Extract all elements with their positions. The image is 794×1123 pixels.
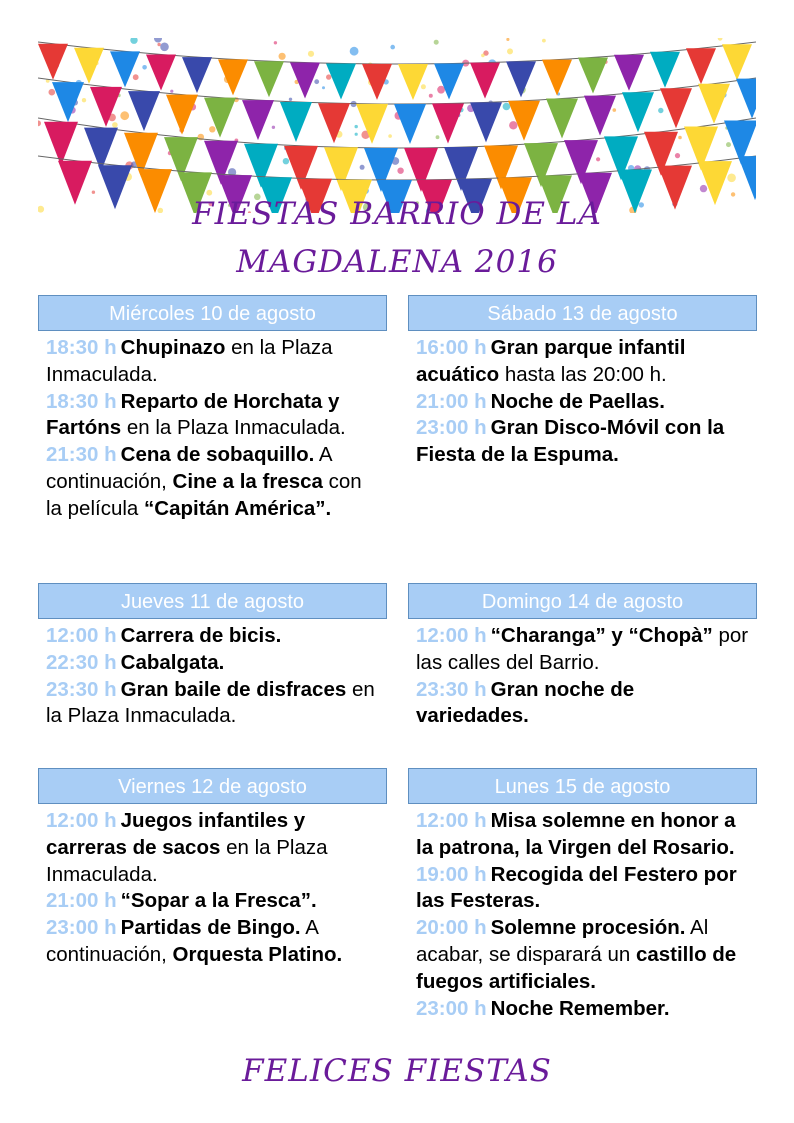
day-block-jueves xyxy=(38,583,387,730)
confetti-dot xyxy=(397,168,403,174)
event-item xyxy=(416,623,751,677)
event-item xyxy=(46,623,381,650)
day-header: Miércoles 10 de agosto xyxy=(38,295,387,331)
event-highlight: Juegos infantiles y carreras de sacos xyxy=(46,809,306,859)
event-item xyxy=(46,808,381,888)
bunting-flag xyxy=(738,156,756,200)
event-item xyxy=(46,442,381,522)
event-item xyxy=(46,888,381,915)
confetti-dot xyxy=(434,40,439,45)
confetti-dot xyxy=(658,108,663,113)
event-text: con la película xyxy=(46,469,362,520)
confetti-dot xyxy=(718,38,723,41)
event-item xyxy=(46,915,381,969)
event-list xyxy=(408,619,757,730)
event-time: 16:00 h xyxy=(416,336,487,359)
event-item xyxy=(46,677,381,731)
event-item xyxy=(416,335,751,389)
bunting-flag xyxy=(686,48,716,84)
confetti-dot xyxy=(481,54,485,58)
confetti-dot xyxy=(350,47,359,56)
day-header: Lunes 15 de agosto xyxy=(408,768,757,804)
day-block-viernes xyxy=(38,768,387,969)
event-highlight: Cabalgata. xyxy=(120,650,225,674)
bunting-flag xyxy=(128,91,160,131)
page-title-line-1: FIESTAS BARRIO DE LA xyxy=(192,196,602,232)
bunting-flag xyxy=(542,60,572,96)
event-item xyxy=(416,862,751,916)
confetti-dot xyxy=(160,43,169,52)
event-item xyxy=(46,650,381,677)
confetti-dot xyxy=(209,126,215,132)
event-time: 12:00 h xyxy=(46,624,117,647)
confetti-dot xyxy=(506,38,509,41)
event-highlight: Orquesta Platino. xyxy=(172,942,343,966)
confetti-dot xyxy=(509,121,517,129)
bunting-flag xyxy=(166,95,198,135)
confetti-dot xyxy=(170,90,173,93)
event-text: A continuación, xyxy=(46,916,318,966)
event-time: 23:30 h xyxy=(416,677,487,701)
confetti-dot xyxy=(421,84,426,89)
confetti-dot xyxy=(49,89,56,96)
confetti-dot xyxy=(274,41,277,44)
day-block-lunes xyxy=(408,768,757,1022)
event-highlight: Gran noche de variedades. xyxy=(416,677,635,728)
event-highlight: Recogida del Festero por las Festeras. xyxy=(416,862,737,913)
event-time: 23:00 h xyxy=(416,996,487,1020)
confetti-dot xyxy=(283,158,289,164)
event-time: 18:30 h xyxy=(46,389,117,413)
event-text: Al acabar, se disparará un xyxy=(416,916,709,966)
event-item xyxy=(416,389,751,416)
bunting-flag xyxy=(110,51,140,87)
confetti-dot xyxy=(157,43,160,46)
event-highlight: Cine a la fresca xyxy=(172,469,323,493)
confetti-dot xyxy=(542,39,546,43)
event-time: 19:00 h xyxy=(416,862,487,886)
confetti-dot xyxy=(142,65,147,70)
confetti-dot xyxy=(388,134,392,138)
event-item xyxy=(416,808,751,862)
confetti-dot xyxy=(289,98,292,101)
event-time: 20:00 h xyxy=(416,916,487,940)
event-text: en la Plaza Inmaculada. xyxy=(46,677,375,728)
event-highlight: Chupinazo xyxy=(120,336,226,359)
event-list xyxy=(38,619,387,730)
event-text: en la Plaza Inmaculada. xyxy=(46,835,328,886)
bunting-flag xyxy=(650,52,680,88)
page-title-line-2: MAGDALENA 2016 xyxy=(236,244,558,280)
confetti-dot xyxy=(355,133,358,136)
bunting-flag xyxy=(508,101,540,141)
confetti-dot xyxy=(130,38,137,44)
event-time: 12:00 h xyxy=(46,809,117,832)
bunting-flag xyxy=(318,103,350,143)
bunting-flags-illustration xyxy=(38,38,756,213)
confetti-dot xyxy=(308,51,314,57)
bunting-flag xyxy=(698,84,730,124)
event-time: 23:30 h xyxy=(46,677,117,701)
confetti-dot xyxy=(360,165,365,170)
day-header: Jueves 11 de agosto xyxy=(38,583,387,619)
event-item xyxy=(416,415,751,469)
event-highlight: “Sopar a la Fresca”. xyxy=(120,889,317,913)
day-header: Domingo 14 de agosto xyxy=(408,583,757,619)
event-time: 23:00 h xyxy=(416,416,487,440)
event-highlight: Noche de Paellas. xyxy=(490,389,665,413)
event-item xyxy=(416,915,751,995)
bunting-flag xyxy=(38,44,68,80)
event-text: hasta las 20:00 h. xyxy=(499,362,667,386)
confetti-dot xyxy=(436,135,440,139)
confetti-dot xyxy=(322,86,325,89)
confetti-dot xyxy=(272,126,275,129)
confetti-dot xyxy=(314,79,319,84)
event-time: 12:00 h xyxy=(416,809,487,832)
confetti-dot xyxy=(675,153,680,158)
bunting-flag xyxy=(584,96,616,136)
bunting-flag xyxy=(660,88,692,128)
confetti-dot xyxy=(726,142,731,147)
bunting-flag xyxy=(470,63,500,99)
bunting-flag xyxy=(398,64,428,100)
bunting-flag xyxy=(90,87,122,127)
event-text: en la Plaza Inmaculada. xyxy=(121,416,346,440)
event-highlight: castillo de fuegos artificiales. xyxy=(416,942,737,993)
confetti-dot xyxy=(390,45,395,50)
confetti-dot xyxy=(355,125,358,128)
event-highlight: Solemne procesión. xyxy=(490,916,686,940)
event-highlight: Partidas de Bingo. xyxy=(120,916,301,940)
footer-greeting: FELICES FIESTAS xyxy=(242,1053,552,1089)
bunting-flag xyxy=(326,63,356,99)
confetti-dot xyxy=(279,53,286,60)
bunting-flag xyxy=(394,104,426,144)
event-highlight: Gran parque infantil acuático xyxy=(416,336,686,386)
event-highlight: Cena de sobaquillo. xyxy=(120,443,315,467)
confetti-dot xyxy=(429,94,433,98)
event-list xyxy=(408,331,757,469)
bunting-flag xyxy=(470,102,502,142)
event-highlight: “Capitán América”. xyxy=(144,496,332,520)
bunting-flag xyxy=(622,92,654,132)
bunting-banner-image xyxy=(38,38,756,213)
day-block-miercoles xyxy=(38,295,387,523)
confetti-dot xyxy=(613,108,617,112)
confetti-dot xyxy=(120,111,129,120)
bunting-flag xyxy=(614,55,644,91)
bunting-flag xyxy=(52,82,84,122)
bunting-flag xyxy=(204,98,236,138)
event-time: 21:00 h xyxy=(46,889,117,913)
event-list xyxy=(408,804,757,1022)
event-highlight: Carrera de bicis. xyxy=(120,624,282,647)
event-highlight: Reparto de Horchata y Fartóns xyxy=(46,389,340,440)
bunting-flag xyxy=(434,64,464,100)
confetti-dot xyxy=(82,98,86,102)
event-text: A continuación, xyxy=(46,443,332,493)
confetti-dot xyxy=(38,120,41,126)
bunting-flag xyxy=(280,102,312,142)
bunting-flag xyxy=(74,48,104,84)
day-block-sabado xyxy=(408,295,757,469)
event-item xyxy=(46,335,381,389)
day-block-domingo xyxy=(408,583,757,730)
event-highlight: Gran baile de disfraces xyxy=(120,677,347,701)
bunting-flag xyxy=(722,44,752,80)
event-list xyxy=(38,804,387,969)
bunting-flag xyxy=(506,61,536,97)
event-list xyxy=(38,331,387,523)
event-time: 21:30 h xyxy=(46,443,117,467)
event-time: 22:30 h xyxy=(46,650,117,674)
event-highlight: Gran Disco-Móvil con la Fiesta de la Espuma. xyxy=(416,416,725,467)
confetti-dot xyxy=(678,136,682,140)
event-text: en la Plaza Inmaculada. xyxy=(46,336,333,386)
confetti-dot xyxy=(206,190,212,196)
day-header: Viernes 12 de agosto xyxy=(38,768,387,804)
confetti-dot xyxy=(596,157,600,161)
bunting-flag xyxy=(146,54,176,90)
bunting-flag xyxy=(546,99,578,139)
event-time: 12:00 h xyxy=(416,624,487,647)
confetti-dot xyxy=(700,185,707,192)
event-item xyxy=(416,996,751,1023)
confetti-dot xyxy=(326,74,331,79)
bunting-flag xyxy=(218,59,248,95)
bunting-flag xyxy=(578,57,608,93)
confetti-dot xyxy=(133,74,139,80)
event-time: 21:00 h xyxy=(416,389,487,413)
bunting-flag xyxy=(736,79,756,119)
bunting-flag xyxy=(182,57,212,93)
event-time: 23:00 h xyxy=(46,916,117,940)
bunting-flag xyxy=(356,104,388,144)
confetti-dot xyxy=(507,48,513,54)
confetti-dot xyxy=(727,174,736,183)
event-highlight: Misa solemne en honor a la patrona, la Virgen del Rosario. xyxy=(416,809,736,859)
confetti-dot xyxy=(154,38,162,43)
event-highlight: Noche Remember. xyxy=(490,996,670,1020)
event-text: por las calles del Barrio. xyxy=(416,624,749,674)
bunting-string xyxy=(38,42,756,64)
event-item xyxy=(46,389,381,443)
bunting-flag xyxy=(254,61,284,97)
bunting-flag xyxy=(242,100,274,140)
event-item xyxy=(416,677,751,731)
confetti-dot xyxy=(503,103,511,111)
day-header: Sábado 13 de agosto xyxy=(408,295,757,331)
confetti-dot xyxy=(92,191,95,194)
confetti-dot xyxy=(112,122,118,128)
event-highlight: “Charanga” y “Chopà” xyxy=(490,624,713,647)
event-time: 18:30 h xyxy=(46,336,117,359)
